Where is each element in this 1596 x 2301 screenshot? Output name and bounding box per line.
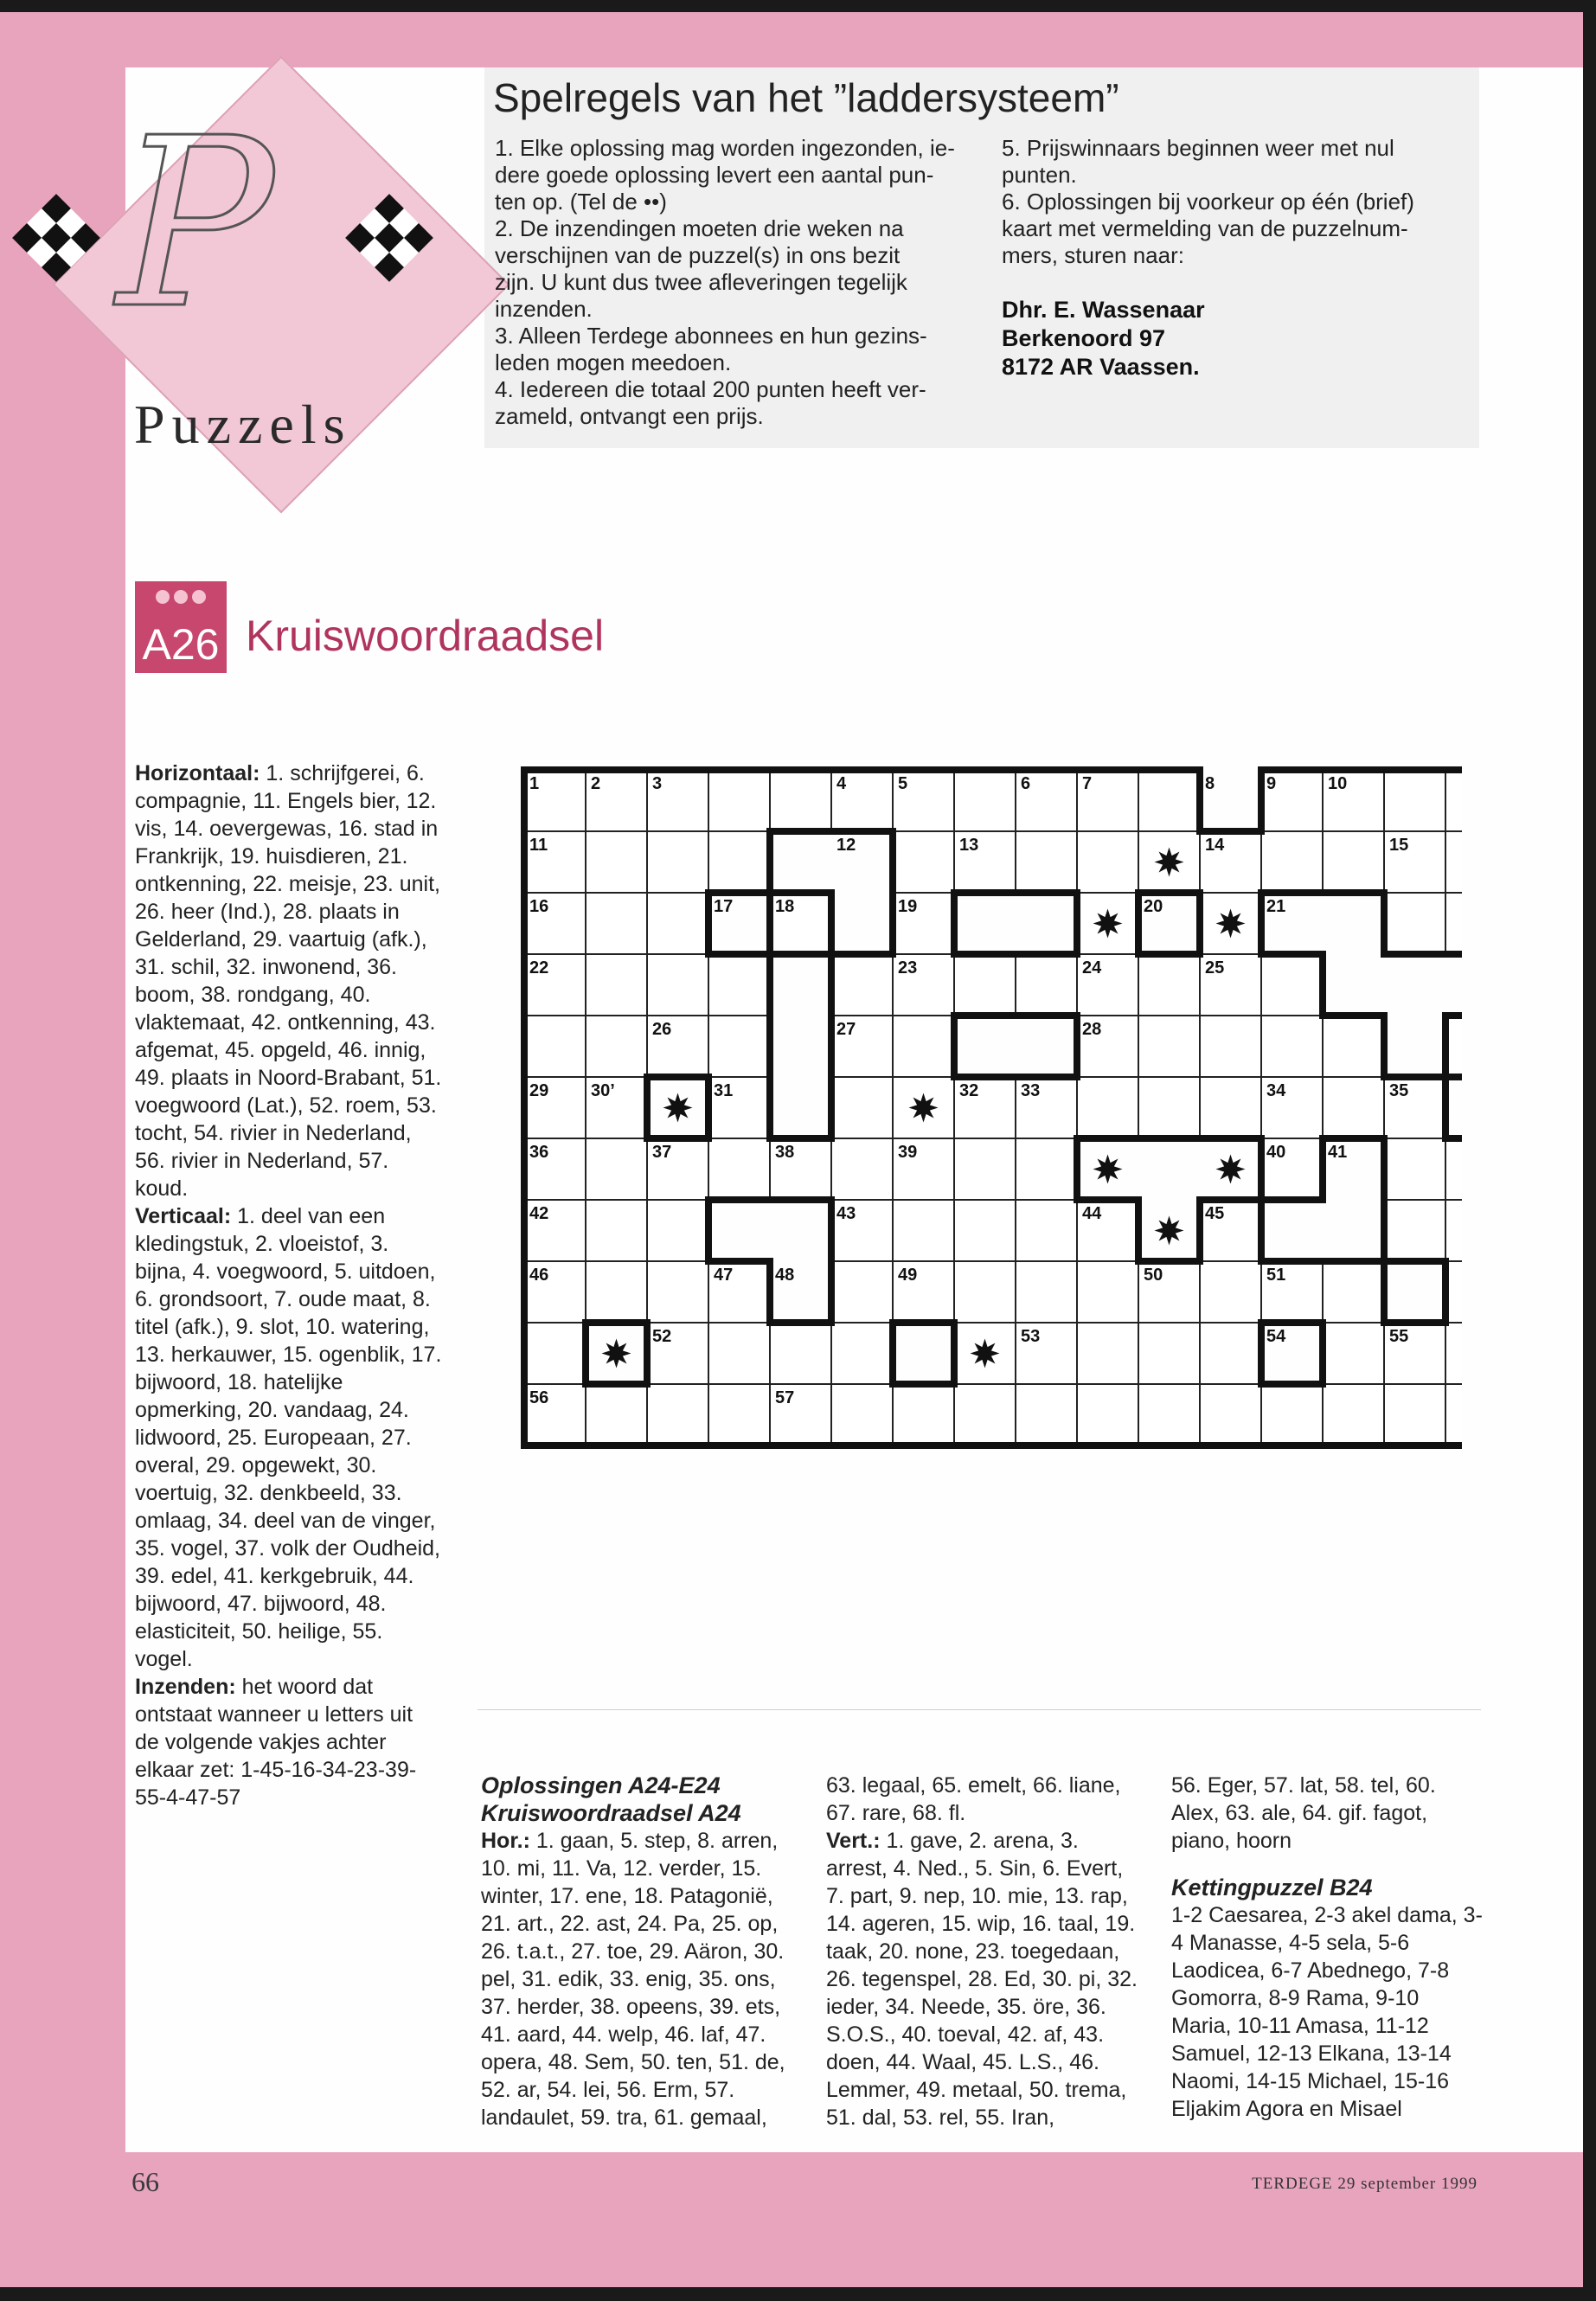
grid-cell (1138, 954, 1200, 1016)
grid-cell (954, 1261, 1016, 1323)
star-marker-icon (1093, 909, 1123, 939)
grid-cell (524, 1016, 586, 1077)
cell-number: 19 (898, 897, 918, 916)
grid-cell (1445, 831, 1462, 893)
grid-cell (1016, 1138, 1077, 1200)
grid-cell (831, 1138, 893, 1200)
cell-number: 4 (836, 774, 847, 793)
vertical-clues: 1. deel van een kledingstuk, 2. vloeistof, 3. bijna, 4. voegwoord, 5. uitdoen, 6. grondsoort, 7. oude maat, 8. titel (afk.), 9. slot, 10. watering, 13. herkauwer, 15. ogenblik, 17. bijwoord, 18. hatelijke opmerking, 20. vandaag, 24. lidwoord, 25. Europeaan, 27. overal, 29. opgewekt, 30. voertuig, 32. denkbeeld, 33. omlaag, 34. deel van de vinger, 35. vogel, 37. volk der Oudheid, 39. edel, 41. kerkgebruik, 44. bijwoord, 47. bijwoord, 48. elasticiteit, 50. heilige, 55. vogel. (135, 1204, 442, 1671)
submit-label: Inzenden: (135, 1675, 236, 1699)
solution-vert-label: Vert.: (826, 1829, 881, 1853)
cell-number: 36 (529, 1143, 549, 1162)
grid-cell (1445, 1323, 1462, 1384)
grid-cell (1384, 1200, 1445, 1261)
grid-cell (647, 1261, 708, 1323)
grid-cell (708, 1323, 770, 1384)
grid-cell (831, 954, 893, 1016)
grid-cell (954, 770, 1016, 831)
star-marker-icon (1216, 1155, 1246, 1184)
grid-cell (1323, 1077, 1384, 1138)
grid-cell (1077, 831, 1138, 893)
cell-number: 30’ (591, 1081, 615, 1100)
clue-list (135, 760, 442, 1811)
solutions-column-3 (1171, 1772, 1483, 2123)
section-title: Puzzels (134, 394, 352, 455)
cell-number: 3 (652, 774, 663, 793)
cell-number: 34 (1266, 1081, 1286, 1100)
cell-number: 44 (1082, 1204, 1102, 1223)
grid-cell (831, 1384, 893, 1445)
grid-cell (1261, 831, 1323, 893)
grid-cell (1384, 1384, 1445, 1445)
vertical-label: Verticaal: (135, 1204, 232, 1228)
star-marker-icon (971, 1339, 1000, 1368)
cell-number: 47 (714, 1266, 734, 1285)
cell-number: 43 (836, 1204, 856, 1223)
star-marker-icon (909, 1093, 939, 1123)
cell-number: 1 (529, 774, 540, 793)
checker-diamond-left-icon (9, 190, 104, 285)
crossword-solution-heading: Kruiswoordraadsel A24 (481, 1800, 741, 1826)
cell-number: 50 (1144, 1266, 1163, 1285)
grid-cell (1261, 1016, 1323, 1077)
grid-cell (647, 831, 708, 893)
grid-cell (586, 1384, 647, 1445)
star-marker-icon (1216, 909, 1246, 939)
grid-cell (1077, 1261, 1138, 1323)
rules-left-column: 1. Elke oplossing mag worden ingezonden, ie- dere goede oplossing levert een aantal pun- ten op. (Tel de ••) 2. De inzendingen moeten drie weken na verschijnen van de puzzel(s) in ons bezit zijn. U kunt dus twee afleveringen tegelijk inzenden. 3. Alleen Terdege abonnees en hun gezins- leden mogen meedoen. 4. Iedereen die totaal 200 punten heeft ver- zameld, ontvangt een prijs. (495, 135, 955, 429)
address-block (1002, 296, 1205, 381)
solution-hor-text: 1. gaan, 5. step, 8. arren, 10. mi, 11. Va, 12. verder, 15. winter, 17. ene, 18. Patagonië, 21. art., 22. ast, 24. Pa, 25. op, 26. t.a.t., 27. toe, 29. Aäron, 30. pel, 31. edik, 33. enig, 35. ons, 37. herder, 38. opeens, 39. ets, 41. aard, 44. welp, 46. laf, 47. opera, 48. Sem, 50. ten, 51. de, 52. ar, 54. lei, 56. Erm, 57. landaulet, 59. tra, 61. gemaal, (481, 1829, 785, 2130)
solutions-heading: Oplossingen A24-E24 (481, 1772, 721, 1798)
grid-cell (1323, 831, 1384, 893)
grid-cell (708, 954, 770, 1016)
grid-cell (647, 893, 708, 954)
star-marker-icon (663, 1093, 693, 1123)
grid-cell (586, 1138, 647, 1200)
puzzle-code: A26 (142, 620, 220, 669)
cell-number: 52 (652, 1327, 672, 1346)
horizontal-clues: 1. schrijfgerei, 6. compagnie, 11. Engels bier, 12. vis, 14. oevergewas, 16. stad in Frankrijk, 19. huisdieren, 21. ontkenning, 22. meisje, 23. unit, 26. heer (Ind.), 28. plaats in Gelderland, 29. vaartuig (afk.), 31. schil, 32. inwonend, 36. boom, 38. rondgang, 40. vlaktemaat, 42. ontkenning, 43. afgemat, 45. opgeld, 46. innig, 49. plaats in Noord-Brabant, 51. voegwoord (Lat.), 52. roem, 53. tocht, 54. rivier in Nederland, 56. rivier in Nederland, 57. koud. (135, 761, 442, 1201)
cell-number: 33 (1021, 1081, 1041, 1100)
grid-cell (586, 1016, 647, 1077)
grid-cell (647, 1384, 708, 1445)
grid-cell (831, 1323, 893, 1384)
grid-cell (708, 770, 770, 831)
grid-cell (524, 1323, 586, 1384)
cell-number: 37 (652, 1143, 672, 1162)
cell-number: 8 (1205, 774, 1215, 793)
grid-cell (1445, 770, 1462, 831)
cell-number: 42 (529, 1204, 549, 1223)
grid-cell (1445, 1138, 1462, 1200)
cell-number: 31 (714, 1081, 734, 1100)
cell-number: 22 (529, 958, 549, 977)
grid-cell (586, 1261, 647, 1323)
cell-number: 27 (836, 1020, 856, 1039)
cell-number: 40 (1266, 1143, 1286, 1162)
grid-cell (1200, 1261, 1261, 1323)
grid-cell (647, 1200, 708, 1261)
grid-cell (1138, 1016, 1200, 1077)
horizontal-label: Horizontaal: (135, 761, 260, 785)
grid-cell (1261, 954, 1323, 1016)
grid-cell (586, 954, 647, 1016)
cell-number: 11 (529, 836, 548, 855)
grid-cell (1200, 1323, 1261, 1384)
chain-puzzle-text: 1-2 Caesarea, 2-3 akel dama, 3-4 Manasse, 4-5 sela, 5-6 Laodicea, 6-7 Abednego, 7-8 Gomorra, 8-9 Rama, 9-10 Maria, 10-11 Amasa, 11-12 Samuel, 12-13 Elkana, 13-14 Naomi, 14-15 Michael, 15-16 Eljakim Agora en Misael (1171, 1903, 1483, 2121)
star-marker-icon (1155, 848, 1184, 877)
cell-number: 57 (775, 1388, 795, 1407)
grid-cell (893, 831, 954, 893)
grid-cell (1138, 1384, 1200, 1445)
grid-cell (1016, 954, 1077, 1016)
grid-cell (1323, 1384, 1384, 1445)
grid-cell (893, 1384, 954, 1445)
star-marker-icon (602, 1339, 631, 1368)
cell-number: 18 (775, 897, 795, 916)
grid-cell (1138, 770, 1200, 831)
cell-number: 49 (898, 1266, 918, 1285)
grid-cell (1077, 1384, 1138, 1445)
grid-cell (1445, 1384, 1462, 1445)
cell-number: 56 (529, 1388, 549, 1407)
grid-cell (1323, 1016, 1384, 1077)
cell-number: 13 (959, 836, 979, 855)
address-name: Dhr. E. Wassenaar (1002, 297, 1205, 323)
grid-cell (893, 1200, 954, 1261)
chain-puzzle-heading: Kettingpuzzel B24 (1171, 1875, 1373, 1900)
cell-number: 51 (1266, 1266, 1286, 1285)
grid-cell (1384, 770, 1445, 831)
grid-cell (708, 1384, 770, 1445)
cell-number: 28 (1082, 1020, 1102, 1039)
grid-cell (1138, 1323, 1200, 1384)
grid-cell (954, 954, 1016, 1016)
grid-cell (708, 831, 770, 893)
cell-number: 21 (1266, 897, 1286, 916)
cell-number: 9 (1266, 774, 1277, 793)
cell-number: 20 (1144, 897, 1163, 916)
grid-cell (831, 1261, 893, 1323)
cell-number: 25 (1205, 958, 1225, 977)
magazine-issue: TERDEGE 29 september 1999 (1252, 2175, 1477, 2193)
rules-right-column: 5. Prijswinnaars beginnen weer met nul punten. 6. Oplossingen bij voorkeur op één (brief) kaart met vermelding van de puzzelnum- mers, sturen naar: (1002, 135, 1414, 268)
difficulty-dot-icon (192, 590, 206, 604)
cell-number: 7 (1082, 774, 1093, 793)
grid-cell (770, 770, 831, 831)
grid-cell (1323, 1323, 1384, 1384)
grid-cell (1016, 1261, 1077, 1323)
grid-cell (1200, 1016, 1261, 1077)
grid-cell (586, 1200, 647, 1261)
grid-cell (1016, 1200, 1077, 1261)
solution-hor-text-cont: 63. legaal, 65. emelt, 66. liane, 67. rare, 68. fl. (826, 1773, 1121, 1825)
grid-cell (1016, 1384, 1077, 1445)
grid-cell (1384, 1138, 1445, 1200)
puzzle-title: Kruiswoordraadsel (246, 612, 605, 660)
grid-cell (586, 831, 647, 893)
grid-cell (1016, 831, 1077, 893)
cell-number: 2 (591, 774, 601, 793)
cell-number: 15 (1389, 836, 1409, 855)
submit-text: het woord dat ontstaat wanneer u letters uit de volgende vakjes achter elkaar zet: 1-45-16-34-23-39-55-4-47-57 (135, 1675, 417, 1810)
grid-cell (1445, 1200, 1462, 1261)
cell-number: 24 (1082, 958, 1102, 977)
cell-number: 41 (1328, 1143, 1348, 1162)
cell-number: 38 (775, 1143, 795, 1162)
page-number: 66 (131, 2166, 159, 2197)
cell-number: 26 (652, 1020, 672, 1039)
grid-cell (1323, 1261, 1384, 1323)
grid-cell (586, 893, 647, 954)
cell-number: 16 (529, 897, 549, 916)
puzzle-badge (135, 581, 227, 673)
crossword-grid (519, 763, 1462, 1455)
cell-number: 5 (898, 774, 908, 793)
solution-vert-text-cont: 56. Eger, 57. lat, 58. tel, 60. Alex, 63. ale, 64. gif. fagot, piano, hoorn (1171, 1773, 1436, 1853)
cell-number: 32 (959, 1081, 979, 1100)
difficulty-dot-icon (156, 590, 170, 604)
cell-number: 46 (529, 1266, 549, 1285)
grid-cell (954, 1200, 1016, 1261)
grid-cell (831, 1077, 893, 1138)
cell-number: 53 (1021, 1327, 1041, 1346)
cell-number: 35 (1389, 1081, 1409, 1100)
logo-letter: P (117, 87, 274, 360)
grid-cell (1077, 1077, 1138, 1138)
cell-number: 29 (529, 1081, 549, 1100)
solution-hor-label: Hor.: (481, 1829, 530, 1853)
grid-cell (1261, 1384, 1323, 1445)
star-marker-icon (1155, 1216, 1184, 1246)
solutions-column-2 (826, 1772, 1138, 2131)
cell-number: 23 (898, 958, 918, 977)
grid-cell (708, 1138, 770, 1200)
grid-cell (1138, 1077, 1200, 1138)
solutions-column-1 (481, 1772, 792, 2131)
cell-number: 17 (714, 897, 734, 916)
cell-number: 6 (1021, 774, 1031, 793)
grid-cell (1200, 1384, 1261, 1445)
difficulty-dot-icon (174, 590, 188, 604)
star-marker-icon (1093, 1155, 1123, 1184)
checker-diamond-right-icon (342, 190, 437, 285)
magazine-page (0, 12, 1583, 2287)
address-street: Berkenoord 97 (1002, 325, 1166, 351)
grid-cell (954, 1384, 1016, 1445)
grid-cell (1200, 1077, 1261, 1138)
address-city: 8172 AR Vaassen. (1002, 354, 1200, 380)
grid-cell (1077, 1323, 1138, 1384)
cell-number: 14 (1205, 836, 1225, 855)
rules-title: Spelregels van het ”laddersysteem” (493, 75, 1119, 120)
grid-cell (770, 1323, 831, 1384)
cell-number: 54 (1266, 1327, 1286, 1346)
cell-number: 39 (898, 1143, 918, 1162)
section-divider (478, 1709, 1481, 1710)
grid-cell (1384, 893, 1445, 954)
cell-number: 55 (1389, 1327, 1409, 1346)
grid-cell (954, 1138, 1016, 1200)
grid-cell (708, 1016, 770, 1077)
cell-number: 10 (1328, 774, 1348, 793)
grid-cell (1445, 893, 1462, 954)
cell-number: 48 (775, 1266, 795, 1285)
solution-vert-text: 1. gave, 2. arena, 3. arrest, 4. Ned., 5. Sin, 6. Evert, 7. part, 9. nep, 10. mie, 13. rap, 14. ageren, 15. wip, 16. taal, 19. taak, 20. none, 23. toegedaan, 26. tegenspel, 28. Ed, 30. pi, 32. ieder, 34. Neede, 35. öre, 36. S.O.S., 40. toeval, 42. af, 43. doen, 44. Waal, 45. L.S., 46. Lemmer, 49. metaal, 50. trema, 51. dal, 53. rel, 55. Iran, (826, 1829, 1138, 2130)
cell-number: 45 (1205, 1204, 1225, 1223)
grid-cell (893, 1016, 954, 1077)
cell-number: 12 (836, 836, 856, 855)
grid-cell (647, 954, 708, 1016)
